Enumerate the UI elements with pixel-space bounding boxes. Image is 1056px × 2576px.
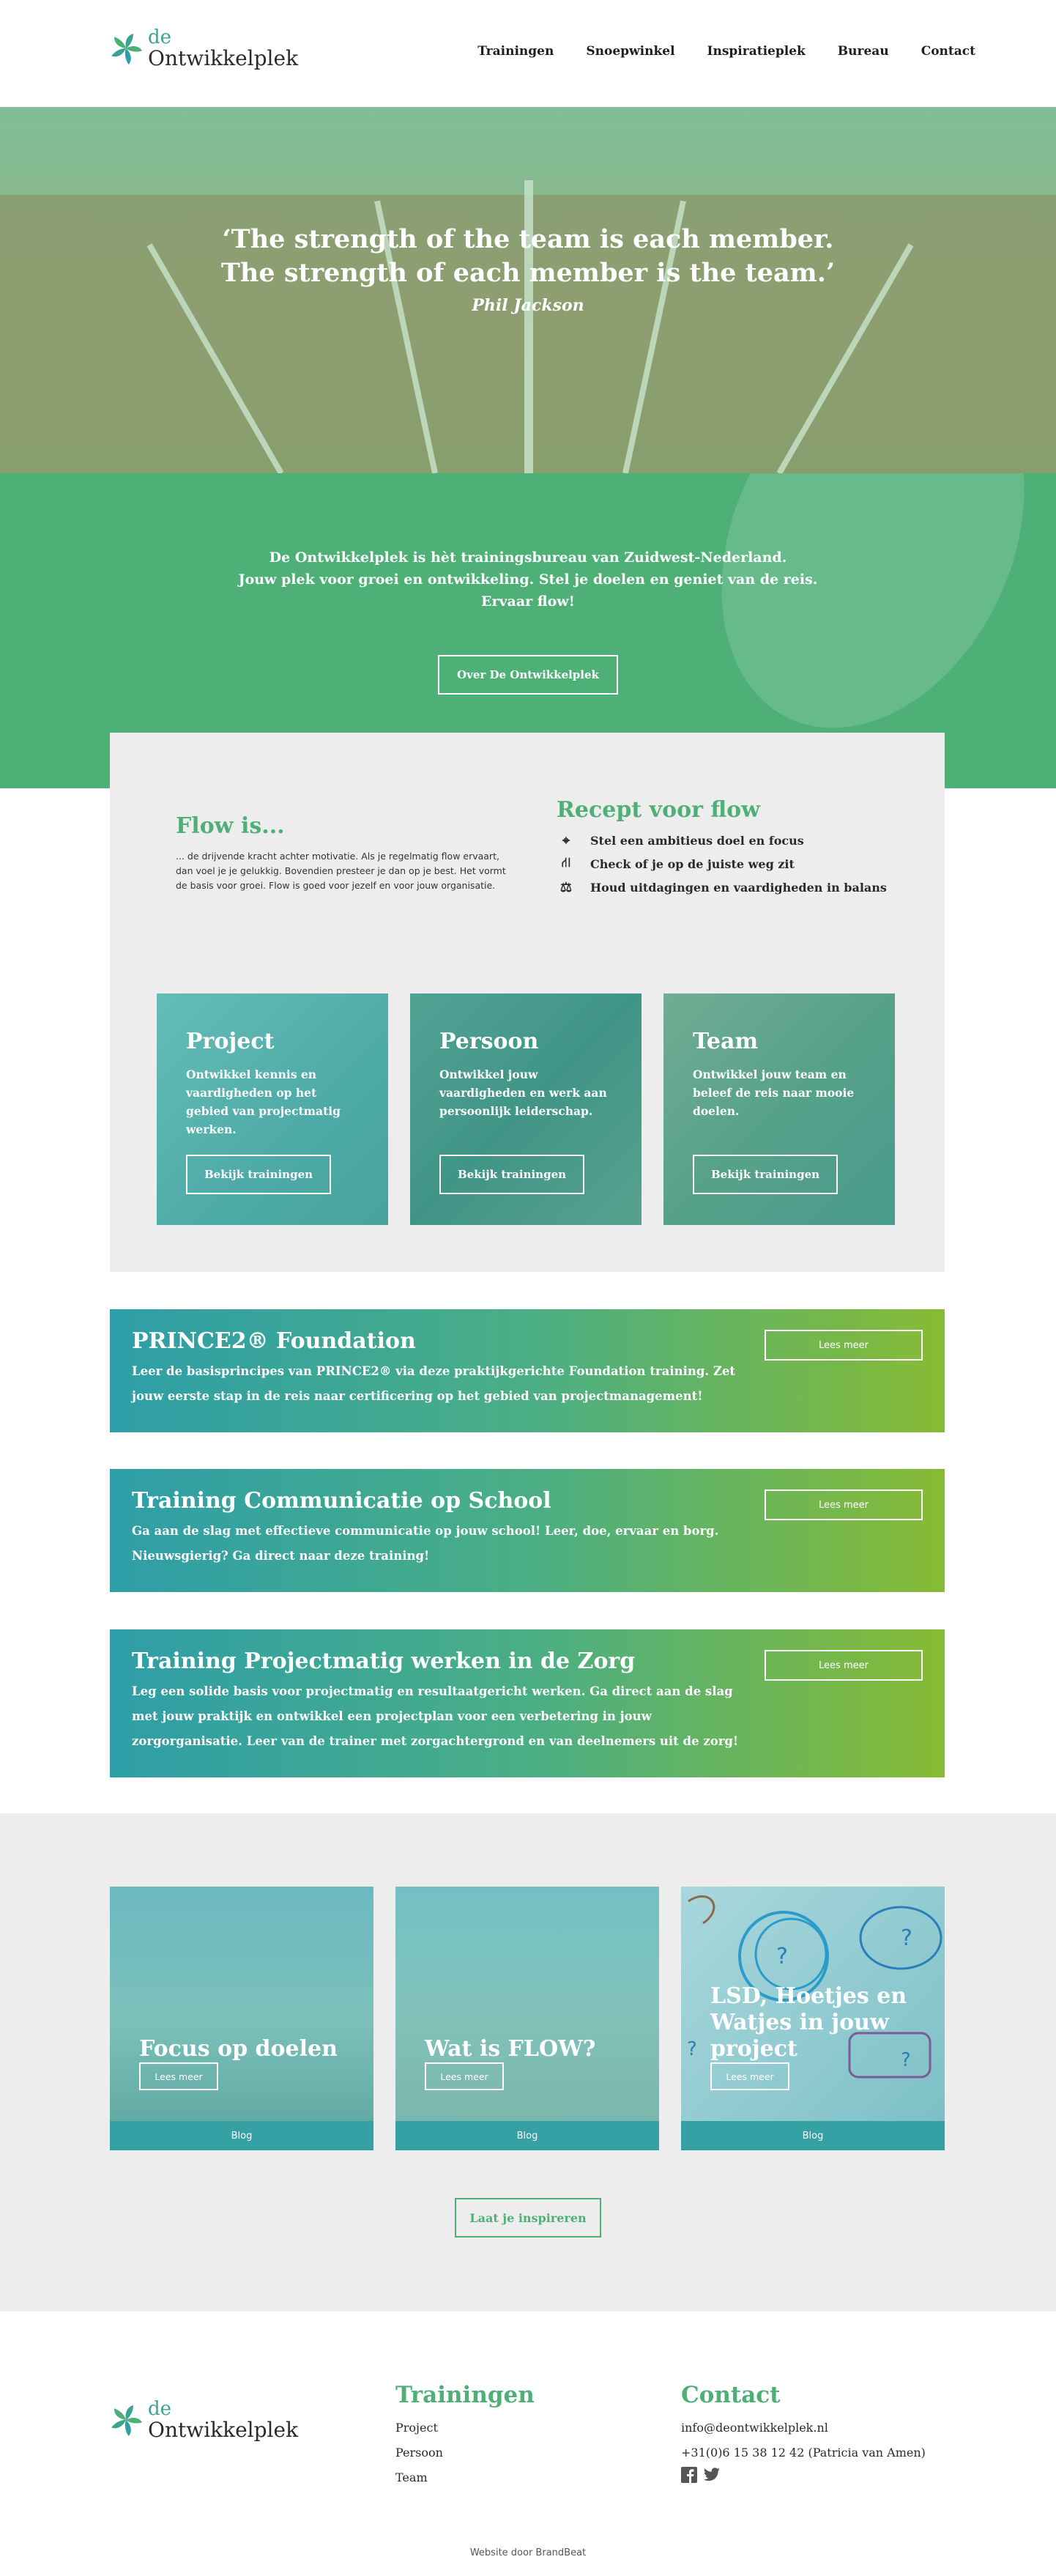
- promo-communicatie: [110, 1469, 945, 1592]
- footer-contact: [681, 2382, 926, 2483]
- logo-name: Ontwikkelplek: [148, 46, 299, 70]
- recept-item: [557, 852, 887, 876]
- footer-phone: +31(0)6 15 38 12 42 (Patricia van Amen): [681, 2446, 926, 2460]
- card-button[interactable]: Bekijk trainingen: [439, 1155, 584, 1194]
- card-project[interactable]: [157, 993, 388, 1225]
- footer-trainingen: [395, 2382, 535, 2490]
- recept-title: Recept voor flow: [557, 797, 760, 823]
- recept-item: [557, 876, 887, 899]
- inspire-button[interactable]: Laat je inspireren: [455, 2198, 601, 2238]
- flower-logo-icon: [110, 31, 142, 66]
- promo-title: Training Communicatie op School: [132, 1488, 551, 1514]
- blog-read-more-button[interactable]: Lees meer: [710, 2062, 789, 2090]
- footer-contact-title: Contact: [681, 2382, 781, 2408]
- quote-line-2: The strength of each member is the team.’: [220, 258, 836, 288]
- main-nav: [477, 44, 975, 59]
- card-text: Ontwikkel jouw vaardigheden en werk aan persoonlijk leiderschap.: [439, 1067, 607, 1118]
- card-persoon[interactable]: [410, 993, 642, 1225]
- logo-text: [148, 2399, 298, 2440]
- svg-text:?: ?: [901, 2049, 911, 2071]
- blog-cards: [110, 1887, 945, 2150]
- blog-read-more-button[interactable]: Lees meer: [139, 2062, 218, 2090]
- promo-read-more-button[interactable]: Lees meer: [765, 1489, 923, 1520]
- promo-read-more-button[interactable]: Lees meer: [765, 1650, 923, 1681]
- flow-is-title: Flow is...: [176, 813, 285, 839]
- quote-author: Phil Jackson: [472, 296, 584, 315]
- card-team[interactable]: [663, 993, 895, 1225]
- social-links: [681, 2467, 926, 2483]
- svg-text:?: ?: [687, 2038, 697, 2060]
- intro-line-1: De Ontwikkelplek is hèt trainingsbureau van Zuidwest-Nederland.: [269, 549, 787, 566]
- promo-prince2: [110, 1309, 945, 1432]
- blog-read-more-button[interactable]: Lees meer: [425, 2062, 504, 2090]
- blog-title: Wat is FLOW?: [425, 2036, 596, 2062]
- blog-tag: Blog: [110, 2121, 373, 2150]
- nav-bureau[interactable]: Bureau: [837, 44, 889, 59]
- road-icon: ⛙: [561, 855, 571, 870]
- flow-is-text: ... de drijvende kracht achter motivatie. Als je regelmatig flow ervaart, dan voel je je gelukkig. Bovendien presteer je dan op je best. Het vormt de basis voor groei. Flow is goed voor jezelf en voor jouw organisatie.: [176, 851, 506, 891]
- svg-text:?: ?: [776, 1944, 788, 1969]
- logo-text: [148, 28, 298, 69]
- promo-title: Training Projectmatig werken in de Zorg: [132, 1648, 636, 1674]
- flow-is-block: [176, 813, 513, 893]
- site-header: [0, 0, 1056, 107]
- blog-title: LSD, Hoetjes en Watjes in jouw project: [710, 1983, 907, 2062]
- blog-title: Focus op doelen: [139, 2036, 338, 2062]
- promo-zorg: [110, 1629, 945, 1777]
- intro-line-3: Ervaar flow!: [481, 593, 575, 610]
- hero-quote: [0, 223, 1056, 315]
- promo-read-more-button[interactable]: Lees meer: [765, 1330, 923, 1361]
- quote-line-1: ‘The strength of the team is each member.: [222, 224, 834, 254]
- target-icon: ⌖: [562, 832, 570, 848]
- recept-item: [557, 829, 887, 852]
- promo-text: Leer de basisprincipes van PRINCE2® via deze praktijkgerichte Foundation training. Zet jouw eerste stap in de reis naar certificering op het gebied van projectmanagement!: [132, 1364, 736, 1403]
- nav-contact[interactable]: Contact: [921, 44, 975, 59]
- card-button[interactable]: Bekijk trainingen: [693, 1155, 838, 1194]
- logo-name: Ontwikkelplek: [148, 2418, 299, 2442]
- balance-icon: ⚖: [559, 879, 573, 895]
- blog-card[interactable]: [110, 1887, 373, 2150]
- decorative-leaf: [663, 473, 1056, 777]
- footer-link-persoon[interactable]: Persoon: [395, 2446, 443, 2460]
- card-text: Ontwikkel kennis en vaardigheden op het gebied van projectmatig werken.: [186, 1067, 341, 1136]
- promo-text: Ga aan de slag met effectieve communicatie op jouw school! Leer, doe, ervaar en borg. Nieuwsgierig? Ga direct naar deze training!: [132, 1524, 719, 1563]
- card-title: Team: [693, 1029, 759, 1054]
- recept-item-text: Check of je op de juiste weg zit: [590, 856, 795, 871]
- footer-logo[interactable]: [110, 2399, 298, 2440]
- about-button[interactable]: Over De Ontwikkelplek: [438, 655, 618, 695]
- blog-section: [0, 1813, 1056, 2312]
- site-logo[interactable]: [110, 28, 298, 69]
- blog-tag: Blog: [395, 2121, 659, 2150]
- facebook-icon[interactable]: [681, 2467, 697, 2483]
- twitter-icon[interactable]: [703, 2467, 721, 2483]
- intro-line-2: Jouw plek voor groei en ontwikkeling. Stel je doelen en geniet van de reis.: [238, 571, 818, 588]
- footer-email-link[interactable]: info@deontwikkelplek.nl: [681, 2421, 828, 2435]
- blog-tag: Blog: [681, 2121, 945, 2150]
- logo-de: de: [148, 26, 172, 48]
- site-footer: [0, 2312, 1056, 2576]
- svg-text:?: ?: [901, 1925, 912, 1951]
- logo-de: de: [148, 2398, 172, 2420]
- nav-snoepwinkel[interactable]: Snoepwinkel: [586, 44, 675, 59]
- blog-card[interactable]: [681, 1887, 945, 2150]
- hero-banner: [0, 107, 1056, 473]
- category-cards: [157, 993, 895, 1225]
- card-title: Persoon: [439, 1029, 539, 1054]
- recept-item-text: Stel een ambitieus doel en focus: [590, 833, 804, 848]
- flower-logo-icon: [110, 2402, 142, 2438]
- footer-trainingen-title: Trainingen: [395, 2382, 535, 2408]
- nav-trainingen[interactable]: Trainingen: [477, 44, 554, 59]
- promo-title: PRINCE2® Foundation: [132, 1328, 416, 1354]
- site-credit[interactable]: Website door BrandBeat: [469, 2547, 587, 2558]
- flow-panel: [110, 733, 945, 1272]
- card-button[interactable]: Bekijk trainingen: [186, 1155, 331, 1194]
- intro-text: [0, 547, 1056, 612]
- promo-text: Leg een solide basis voor projectmatig en resultaatgericht werken. Ga direct aan de slag met jouw praktijk en ontwikkel een projectplan voor een verbetering in jouw zorgorganisatie. Leer van de trainer met zorgachtergrond en van deelnemers uit de zorg!: [132, 1684, 739, 1748]
- nav-inspiratieplek[interactable]: Inspiratieplek: [707, 44, 806, 59]
- footer-link-project[interactable]: Project: [395, 2421, 438, 2435]
- blog-card[interactable]: [395, 1887, 659, 2150]
- footer-link-team[interactable]: Team: [395, 2470, 428, 2484]
- card-title: Project: [186, 1029, 275, 1054]
- recept-block: [557, 797, 887, 899]
- card-text: Ontwikkel jouw team en beleef de reis naar mooie doelen.: [693, 1067, 855, 1118]
- recept-item-text: Houd uitdagingen en vaardigheden in balans: [590, 880, 887, 895]
